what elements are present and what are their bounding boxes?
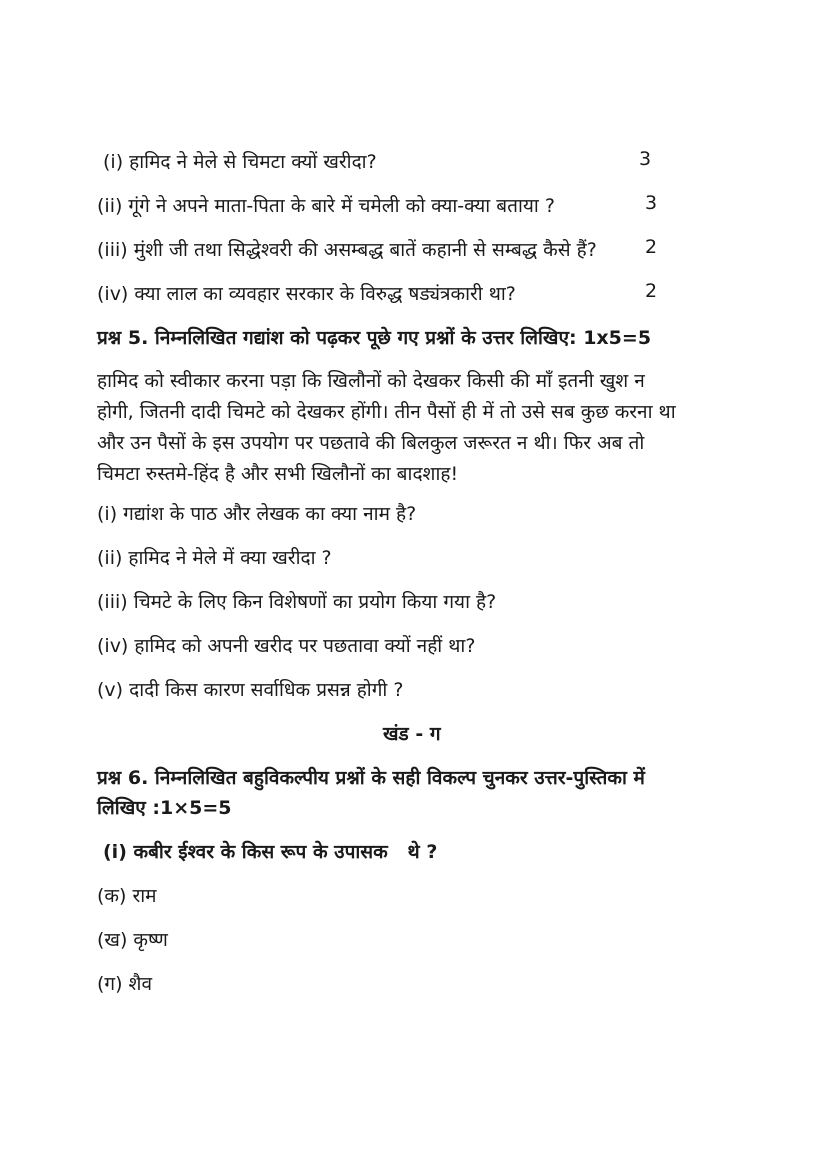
- q5-passage: [97, 366, 757, 490]
- question-6-i: (i) कबीर ईश्वर के किस रूप के उपासक थे ?: [103, 841, 438, 863]
- passage-line: चिमटा रुस्तमे-हिंद है और सभी खिलौनों का बादशाह!: [97, 463, 459, 485]
- section-title: खंड - ग: [383, 723, 441, 745]
- option-ga: (ग) शैव: [97, 973, 153, 995]
- option-ka: (क) राम: [97, 885, 157, 907]
- passage-line: होगी, जितनी दादी चिमटे को देखकर होंगी। तीन पैसों ही में तो उसे सब कुछ करना था: [97, 401, 676, 423]
- question-4-i: (i) हामिद ने मेले से चिमटा क्यों खरीदा?: [103, 151, 377, 173]
- question-4-iii: (iii) मुंशी जी तथा सिद्धेश्वरी की असम्बद्ध बातें कहानी से सम्बद्ध कैसे हैं?: [97, 239, 597, 261]
- question-5-i: (i) गद्यांश के पाठ और लेखक का क्या नाम है?: [97, 503, 417, 525]
- passage-line: हामिद को स्वीकार करना पड़ा कि खिलौनों को देखकर किसी की माँ इतनी खुश न: [97, 370, 645, 392]
- question-6-heading-line1: प्रश्न 6. निम्नलिखित बहुविकल्पीय प्रश्नों के सही विकल्प चुनकर उत्तर-पुस्तिका में: [97, 767, 645, 789]
- question-5-v: (v) दादी किस कारण सर्वाधिक प्रसन्न होगी ?: [97, 679, 404, 701]
- question-4-iv: (iv) क्या लाल का व्यवहार सरकार के विरुद्ध षड्यंत्रकारी था?: [97, 283, 516, 305]
- question-4-ii: (ii) गूंगे ने अपने माता-पिता के बारे में चमेली को क्या-क्या बताया ?: [97, 195, 555, 217]
- question-5-iv: (iv) हामिद को अपनी खरीद पर पछतावा क्यों नहीं था?: [97, 635, 476, 657]
- option-kha: (ख) कृष्ण: [97, 929, 168, 951]
- marks-4-i: 3: [639, 148, 652, 170]
- question-5-heading: प्रश्न 5. निम्नलिखित गद्यांश को पढ़कर पूछे गए प्रश्नों के उत्तर लिखिए: 1x5=5: [97, 327, 652, 349]
- passage-line: और उन पैसों के इस उपयोग पर पछतावे की बिलकुल जरूरत न थी। फिर अब तो: [97, 432, 645, 454]
- marks-4-iii: 2: [645, 236, 658, 258]
- question-5-ii: (ii) हामिद ने मेले में क्या खरीदा ?: [97, 547, 332, 569]
- question-6-heading-line2: लिखिए :1×5=5: [97, 797, 232, 819]
- marks-4-ii: 3: [645, 192, 658, 214]
- question-5-iii: (iii) चिमटे के लिए किन विशेषणों का प्रयोग किया गया है?: [97, 591, 497, 613]
- marks-4-iv: 2: [645, 280, 658, 302]
